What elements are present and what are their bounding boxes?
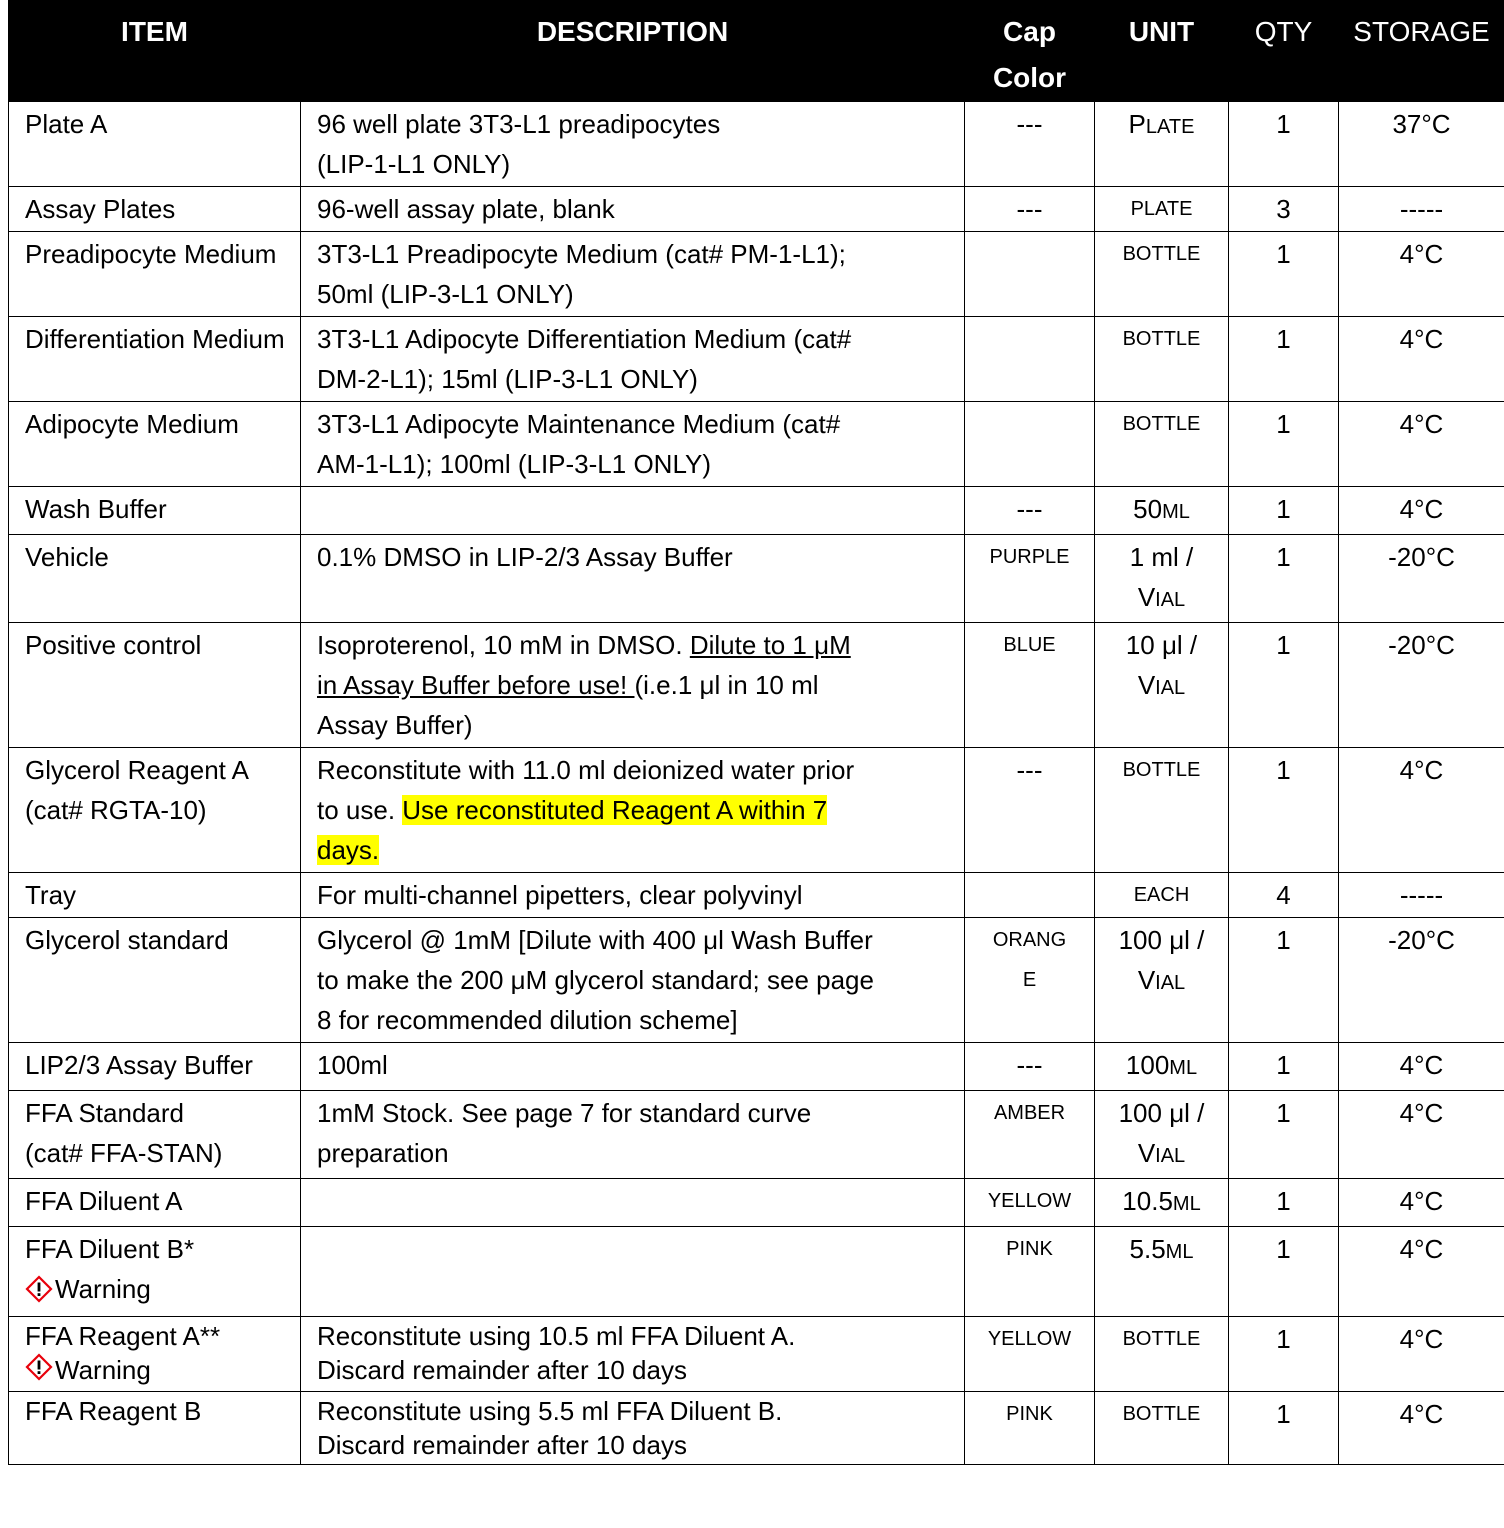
item-cell: Preadipocyte Medium [9, 232, 301, 317]
storage-cell: 4°C [1339, 748, 1504, 873]
description-cell: Isoproterenol, 10 mM in DMSO. Dilute to 1 μM in Assay Buffer before use! (i.e.1 μl in 10 ml Assay Buffer) [301, 623, 965, 748]
item-cell: Assay Plates [9, 187, 301, 232]
qty-cell: 1 [1229, 1227, 1339, 1317]
warning-label: Warning [25, 1269, 151, 1309]
kit-components-table [8, 0, 1504, 1465]
table-row [9, 1179, 1504, 1227]
unit-cell: BOTTLE [1095, 402, 1229, 487]
table-row [9, 487, 1504, 535]
storage-cell: 4°C [1339, 232, 1504, 317]
header-cap-color: Cap Color [965, 1, 1095, 102]
item-cell: Adipocyte Medium [9, 402, 301, 487]
item-cell: Plate A [9, 102, 301, 187]
cap-color-cell: PINK [965, 1227, 1095, 1317]
cap-color-cell: --- [965, 1043, 1095, 1091]
cap-color-cell: --- [965, 102, 1095, 187]
table-row [9, 873, 1504, 918]
description-cell: 96-well assay plate, blank [301, 187, 965, 232]
table-row [9, 918, 1504, 1043]
item-cell: FFA Diluent A [9, 1179, 301, 1227]
table-row [9, 1317, 1504, 1392]
storage-cell: 4°C [1339, 1091, 1504, 1179]
item-cell: Positive control [9, 623, 301, 748]
unit-cell: 5.5ML [1095, 1227, 1229, 1317]
description-cell: Reconstitute with 11.0 ml deionized water prior to use. Use reconstituted Reagent A within 7 days. [301, 748, 965, 873]
description-cell: Glycerol @ 1mM [Dilute with 400 μl Wash Buffer to make the 200 μM glycerol standard; see page 8 for recommended dilution scheme] [301, 918, 965, 1043]
description-cell: 96 well plate 3T3-L1 preadipocytes (LIP-1-L1 ONLY) [301, 102, 965, 187]
highlighted-note: days. [317, 835, 380, 865]
cap-color-cell: PURPLE [965, 535, 1095, 623]
unit-cell: PLATE [1095, 102, 1229, 187]
header-item: ITEM [9, 1, 301, 102]
storage-cell: 4°C [1339, 317, 1504, 402]
description-cell: 3T3-L1 Adipocyte Maintenance Medium (cat# AM-1-L1); 100ml (LIP-3-L1 ONLY) [301, 402, 965, 487]
storage-cell: 4°C [1339, 1317, 1504, 1392]
qty-cell: 1 [1229, 1392, 1339, 1465]
qty-cell: 1 [1229, 918, 1339, 1043]
unit-cell: BOTTLE [1095, 1392, 1229, 1465]
item-cell: FFA Reagent B [9, 1392, 301, 1465]
unit-cell: BOTTLE [1095, 748, 1229, 873]
storage-cell: 4°C [1339, 1392, 1504, 1465]
cap-color-cell: YELLOW [965, 1317, 1095, 1392]
cap-color-cell: --- [965, 487, 1095, 535]
cap-color-cell: PINK [965, 1392, 1095, 1465]
table-row [9, 623, 1504, 748]
table-row [9, 317, 1504, 402]
unit-cell: 10.5ML [1095, 1179, 1229, 1227]
item-cell: Glycerol Reagent A (cat# RGTA-10) [9, 748, 301, 873]
unit-cell: 100 μl / VIAL [1095, 1091, 1229, 1179]
storage-cell: -20°C [1339, 918, 1504, 1043]
storage-cell: 4°C [1339, 1043, 1504, 1091]
qty-cell: 1 [1229, 1317, 1339, 1392]
cap-color-cell: BLUE [965, 623, 1095, 748]
header-qty: QTY [1229, 1, 1339, 102]
description-cell: Reconstitute using 5.5 ml FFA Diluent B. Discard remainder after 10 days [301, 1392, 965, 1465]
cap-color-cell [965, 317, 1095, 402]
description-cell [301, 1227, 965, 1317]
item-cell: FFA Diluent B* Warning [9, 1227, 301, 1317]
table-row [9, 535, 1504, 623]
unit-cell: BOTTLE [1095, 232, 1229, 317]
description-cell: 100ml [301, 1043, 965, 1091]
description-cell: 1mM Stock. See page 7 for standard curve preparation [301, 1091, 965, 1179]
table-row [9, 402, 1504, 487]
cap-color-cell [965, 873, 1095, 918]
item-cell: FFA Standard (cat# FFA-STAN) [9, 1091, 301, 1179]
table-row [9, 1392, 1504, 1465]
item-cell: LIP2/3 Assay Buffer [9, 1043, 301, 1091]
storage-cell: -20°C [1339, 623, 1504, 748]
header-storage: STORAGE [1339, 1, 1504, 102]
qty-cell: 1 [1229, 748, 1339, 873]
unit-cell: 50ML [1095, 487, 1229, 535]
unit-cell: 10 μl / VIAL [1095, 623, 1229, 748]
description-cell [301, 1179, 965, 1227]
cap-color-cell: YELLOW [965, 1179, 1095, 1227]
description-cell: 0.1% DMSO in LIP-2/3 Assay Buffer [301, 535, 965, 623]
table-row [9, 102, 1504, 187]
ghs-exclamation-warning-icon [25, 1353, 53, 1381]
unit-cell: EACH [1095, 873, 1229, 918]
cap-color-cell: --- [965, 748, 1095, 873]
storage-cell: 37°C [1339, 102, 1504, 187]
item-cell: Tray [9, 873, 301, 918]
table-row [9, 1091, 1504, 1179]
description-cell: 3T3-L1 Adipocyte Differentiation Medium (cat# DM-2-L1); 15ml (LIP-3-L1 ONLY) [301, 317, 965, 402]
storage-cell: 4°C [1339, 402, 1504, 487]
cap-color-cell: --- [965, 187, 1095, 232]
unit-cell: 100ML [1095, 1043, 1229, 1091]
header-description: DESCRIPTION [301, 1, 965, 102]
table-header [9, 1, 1504, 102]
qty-cell: 1 [1229, 623, 1339, 748]
storage-cell: -20°C [1339, 535, 1504, 623]
storage-cell: ----- [1339, 187, 1504, 232]
qty-cell: 1 [1229, 535, 1339, 623]
table-row [9, 232, 1504, 317]
qty-cell: 3 [1229, 187, 1339, 232]
table-row [9, 1227, 1504, 1317]
header-unit: UNIT [1095, 1, 1229, 102]
storage-cell: 4°C [1339, 1227, 1504, 1317]
table-row [9, 187, 1504, 232]
qty-cell: 1 [1229, 232, 1339, 317]
qty-cell: 1 [1229, 1091, 1339, 1179]
cap-color-cell: AMBER [965, 1091, 1095, 1179]
qty-cell: 1 [1229, 487, 1339, 535]
description-cell: For multi-channel pipetters, clear polyvinyl [301, 873, 965, 918]
storage-cell: ----- [1339, 873, 1504, 918]
item-cell: Wash Buffer [9, 487, 301, 535]
cap-color-cell [965, 232, 1095, 317]
warning-label: Warning [25, 1353, 151, 1387]
qty-cell: 1 [1229, 1179, 1339, 1227]
qty-cell: 1 [1229, 102, 1339, 187]
qty-cell: 1 [1229, 317, 1339, 402]
description-cell: Reconstitute using 10.5 ml FFA Diluent A. Discard remainder after 10 days [301, 1317, 965, 1392]
cap-color-cell: ORANG E [965, 918, 1095, 1043]
description-cell [301, 487, 965, 535]
item-cell: Glycerol standard [9, 918, 301, 1043]
unit-cell: 1 ml / VIAL [1095, 535, 1229, 623]
header-row [9, 1, 1504, 102]
description-cell: 3T3-L1 Preadipocyte Medium (cat# PM-1-L1); 50ml (LIP-3-L1 ONLY) [301, 232, 965, 317]
item-cell: Differentiation Medium [9, 317, 301, 402]
highlighted-note: Use reconstituted Reagent A within 7 [402, 795, 828, 825]
unit-cell: 100 μl / VIAL [1095, 918, 1229, 1043]
ghs-exclamation-warning-icon [25, 1275, 53, 1303]
item-cell: FFA Reagent A** Warning [9, 1317, 301, 1392]
storage-cell: 4°C [1339, 487, 1504, 535]
qty-cell: 1 [1229, 1043, 1339, 1091]
qty-cell: 1 [1229, 402, 1339, 487]
item-cell: Vehicle [9, 535, 301, 623]
storage-cell: 4°C [1339, 1179, 1504, 1227]
cap-color-cell [965, 402, 1095, 487]
table-row [9, 1043, 1504, 1091]
qty-cell: 4 [1229, 873, 1339, 918]
unit-cell: PLATE [1095, 187, 1229, 232]
unit-cell: BOTTLE [1095, 1317, 1229, 1392]
table-row [9, 748, 1504, 873]
kit-components-sheet [8, 0, 1504, 1465]
unit-cell: BOTTLE [1095, 317, 1229, 402]
